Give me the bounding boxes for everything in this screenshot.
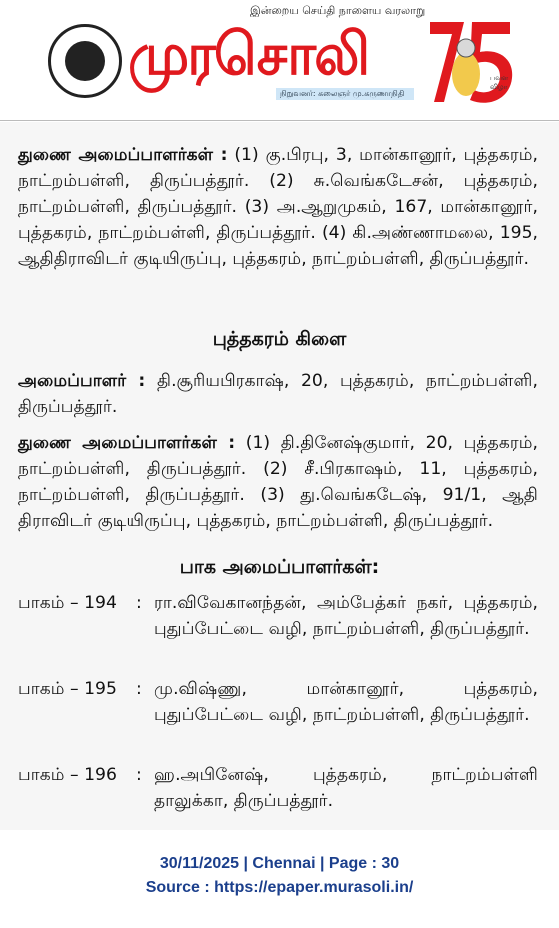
anniversary-label-1: பவள (490, 74, 509, 82)
party-seal-icon (48, 24, 122, 98)
para-label: அமைப்பாளர் : (18, 371, 146, 391)
para-text: தி.சூரியபிரகாஷ், 20, புத்தகரம், நாட்றம்பள்ளி, திருப்பத்தூர். (18, 371, 538, 417)
para-text: (1) தி.தினேஷ்குமார், 20, புத்தகரம், நாட்றம்பள்ளி, திருப்பத்தூர். (2) சீ.பிரகாஷம், 11, புத்தகரம், நாட்றம்பள்ளி, திருப்பத்தூர். (3) து.வெங்கடேஷ், 91/1, ஆதி திராவிடர் குடியிருப்பு, புத்தகரம், நாட்றம்பள்ளி, திருப்பத்தூர். (18, 433, 538, 531)
booth-separator: : (136, 593, 142, 613)
founder-banner: நிறுவனர்: கலைஞர் மு.கருணாநிதி (276, 88, 414, 100)
booth-label: பாகம் – 194 (18, 593, 117, 613)
booth-value: ரா.விவேகானந்தன், அம்பேத்கர் நகர், புத்தகரம், புதுப்பேட்டை வழி, நாட்றம்பள்ளி, திருப்பத்தூர். (154, 593, 538, 639)
edition-info: 30/11/2025 | Chennai | Page : 30 (159, 855, 400, 872)
para-text: (1) கு.பிரபு, 3, மான்கானூர், புத்தகரம், நாட்றம்பள்ளி, திருப்பத்தூர். (2) சு.வெங்கடேசன், புத்தகரம், நாட்றம்பள்ளி, திருப்பத்தூர். (3) அ.ஆறுமுகம், 167, மான்கானூர், புத்தகரம், நாட்றம்பள்ளி, திருப்பத்தூர். (4) கி.அண்ணாமலை, 195, ஆதிதிராவிடர் குடியிருப்பு, புத்தகரம், நாட்றம்பள்ளி, திருப்பத்தூர். (18, 145, 538, 269)
anniversary-label-2: விழா (490, 83, 508, 91)
booth-value: மு.விஷ்ணு, மான்கானூர், புத்தகரம், புதுப்பேட்டை வழி, நாட்றம்பள்ளி, திருப்பத்தூர். (154, 679, 538, 725)
article-body (0, 122, 559, 830)
booth-label: பாகம் – 196 (18, 765, 117, 785)
section-heading-booth: பாக அமைப்பாளர்கள்: (179, 556, 380, 578)
seal-center-icon (65, 41, 105, 81)
header-divider (0, 120, 559, 121)
anniversary-75-logo (420, 4, 520, 114)
section-heading-branch: புத்தகரம் கிளை (212, 328, 347, 350)
booth-value: ஹ.அபினேஷ், புத்தகரம், நாட்றம்பள்ளி தாலுக்கா, திருப்பத்தூர். (154, 765, 538, 811)
para-label: துணை அமைப்பாளர்கள் : (18, 145, 228, 165)
organiser-para (18, 368, 538, 420)
deputy-organisers-para-2 (18, 430, 538, 534)
booth-separator: : (136, 765, 142, 785)
page-footer (0, 852, 559, 900)
booth-label: பாகம் – 195 (18, 679, 117, 699)
booth-separator: : (136, 679, 142, 699)
newspaper-header (0, 0, 559, 118)
source-link[interactable]: Source : https://epaper.murasoli.in/ (145, 879, 414, 896)
masthead-title: முரசொலி (128, 20, 369, 88)
masthead-tagline: இன்றைய செய்தி நாளைய வரலாறு (250, 4, 426, 17)
deputy-organisers-para-1 (18, 142, 538, 272)
para-label: துணை அமைப்பாளர்கள் : (18, 433, 236, 453)
